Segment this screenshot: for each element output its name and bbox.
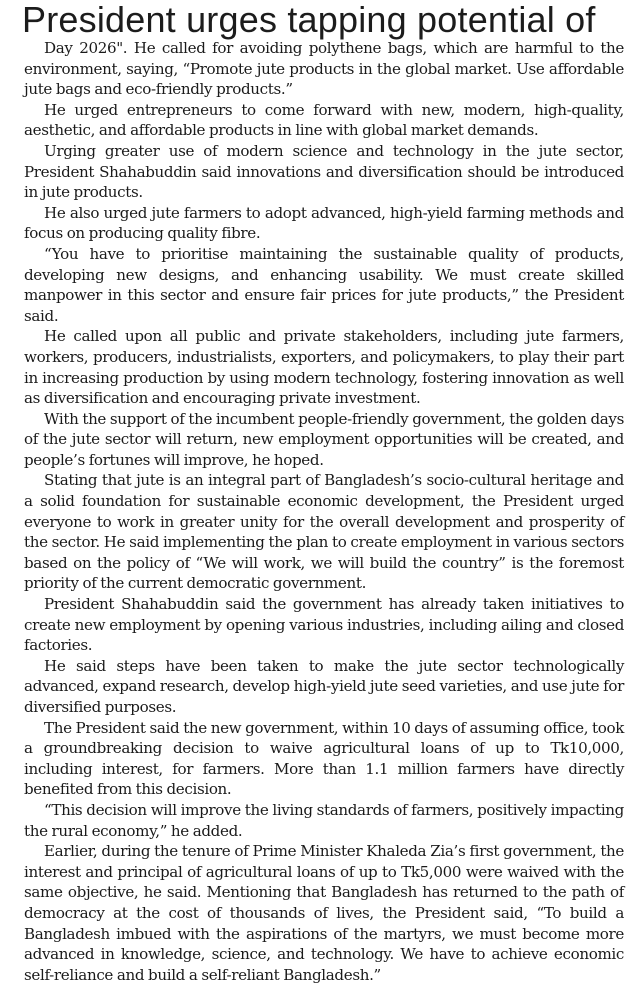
paragraph: He called upon all public and private stakeholders, including jute farmers, workers, producers, industrialists, exporters, and policymakers, to play their part in increasing production by using modern technology, fostering innovation as well as diversification and encouraging private investment. (24, 327, 624, 408)
paragraph: “This decision will improve the living standards of farmers, positively impacting the rural economy,” he added. (24, 800, 624, 840)
paragraph: Day 2026". He called for avoiding polythene bags, which are harmful to the environment, saying, “Promote jute products in the global market. Use affordable jute bags and eco-friendly products.” (24, 39, 624, 99)
paragraph: President Shahabuddin said the government has already taken initiatives to create new employment by opening various industries, including ailing and closed factories. (24, 595, 624, 655)
paragraph: He said steps have been taken to make the jute sector technologically advanced, expand research, develop high-yield jute seed varieties, and use jute for diversified purposes. (24, 656, 624, 716)
paragraph: Earlier, during the tenure of Prime Minister Khaleda Zia’s first government, the interest and principal of agricultural loans of up to Tk5,000 were waived with the same objective, he said. Mentioning that Bangladesh has returned to the path of democracy at the cost of thousands of lives, the President said, “To build a Bangladesh imbued with the aspirations of the martyrs, we must become more advanced in knowledge, science, and technology. We have to achieve economic self-reliance and build a self-reliant Bangladesh.” (24, 842, 624, 984)
headline: President urges tapping potential of (22, 0, 596, 40)
paragraph: He also urged jute farmers to adopt advanced, high-yield farming methods and focus on producing quality fibre. (24, 203, 624, 243)
article-body (24, 38, 624, 985)
paragraph: “You have to prioritise maintaining the sustainable quality of products, developing new designs, and enhancing usability. We must create skilled manpower in this sector and ensure fair prices for jute products,” the President said. (24, 244, 624, 325)
paragraph: The President said the new government, within 10 days of assuming office, took a groundbreaking decision to waive agricultural loans of up to Tk10,000, including interest, for farmers. More than 1.1 million farmers have directly benefited from this decision. (24, 718, 624, 799)
paragraph: Urging greater use of modern science and technology in the jute sector, President Shahabuddin said innovations and diversification should be introduced in jute products. (24, 141, 624, 202)
paragraph: Stating that jute is an integral part of Bangladesh’s socio-cultural heritage and a solid foundation for sustainable economic development, the President urged everyone to work in greater unity for the overall development and prosperity of the sector. He said implementing the plan to create employment in various sectors based on the policy of “We will work, we will build the country” is the foremost priority of the current democratic government. (24, 471, 624, 593)
paragraph: He urged entrepreneurs to come forward with new, modern, high-quality, aesthetic, and affordable products in line with global market demands. (24, 100, 624, 140)
paragraph: With the support of the incumbent people-friendly government, the golden days of the jute sector will return, new employment opportunities will be created, and people’s fortunes will improve, he hoped. (24, 409, 624, 469)
